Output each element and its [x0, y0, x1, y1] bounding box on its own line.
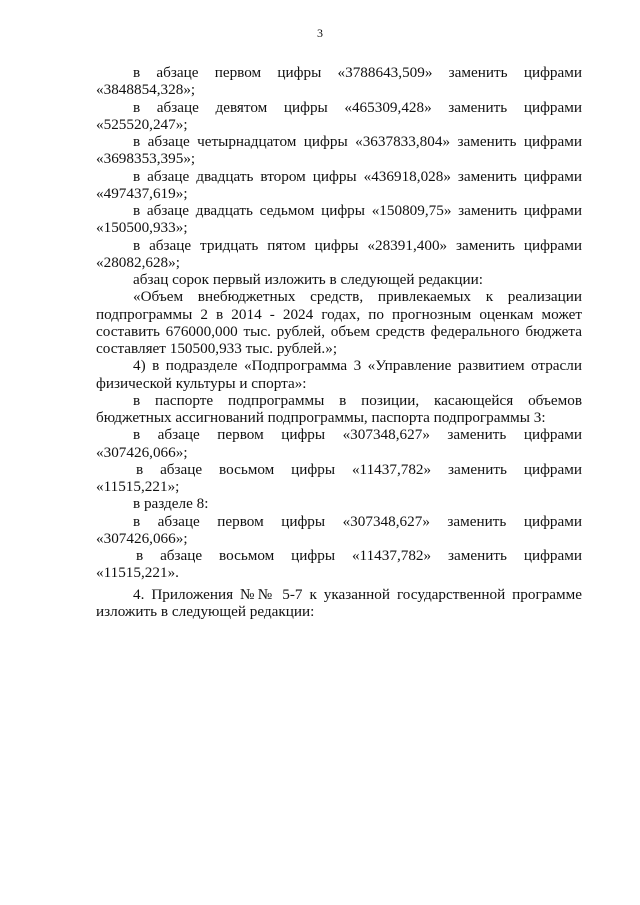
paragraph-5: в абзаце двадцать седьмом цифры «150809,75» заменить цифрами «150500,933»;	[96, 202, 582, 237]
paragraph-2: в абзаце девятом цифры «465309,428» заменить цифрами «525520,247»;	[96, 98, 582, 133]
paragraph-13-section-8: в разделе 8:	[133, 495, 209, 513]
paragraph-12: в абзаце восьмом цифры «11437,782» заменить цифрами «11515,221»;	[96, 460, 582, 495]
paragraph-7: абзац сорок первый изложить в следующей редакции:	[133, 271, 483, 288]
document-body	[96, 64, 582, 620]
paragraph-3: в абзаце четырнадцатом цифры «3637833,804» заменить цифрами «3698353,395»;	[96, 133, 582, 168]
paragraph-11: в абзаце первом цифры «307348,627» заменить цифрами «307426,066»;	[96, 426, 582, 461]
paragraph-10: в паспорте подпрограммы в позиции, касающейся объемов бюджетных ассигнований подпрограммы, паспорта подпрограммы 3:	[96, 391, 582, 426]
paragraph-6: в абзаце тридцать пятом цифры «28391,400» заменить цифрами «28082,628»;	[96, 236, 582, 271]
paragraph-14: в абзаце первом цифры «307348,627» заменить цифрами «307426,066»;	[96, 512, 582, 547]
paragraph-1: в абзаце первом цифры «3788643,509» заменить цифрами «3848854,328»;	[96, 64, 582, 99]
paragraph-8-quote: «Объем внебюджетных средств, привлекаемых к реализации подпрограммы 2 в 2014 - 2024 годах, по прогнозным оценкам может составить 676000,000 тыс. рублей, объем средств федерального бюджета составляет 150500,933 тыс. рублей.»;	[96, 288, 582, 357]
paragraph-9-subsection: 4) в подразделе «Подпрограмма 3 «Управление развитием отрасли физической культуры и спорта»:	[96, 357, 582, 392]
page-number: 3	[317, 26, 323, 40]
paragraph-4: в абзаце двадцать втором цифры «436918,028» заменить цифрами «497437,619»;	[96, 167, 582, 202]
paragraph-16-appendices: 4. Приложения №№ 5-7 к указанной государственной программе изложить в следующей редакции:	[96, 585, 582, 620]
paragraph-15: в абзаце восьмом цифры «11437,782» заменить цифрами «11515,221».	[96, 547, 582, 582]
